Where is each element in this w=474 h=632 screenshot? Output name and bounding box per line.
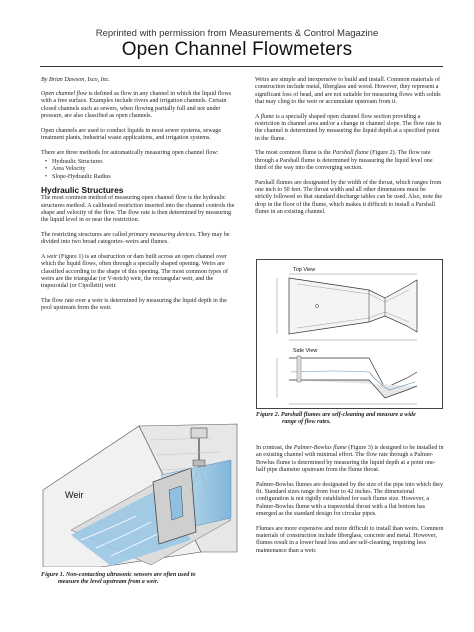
- title-divider: [40, 66, 443, 67]
- list-item: • Slope-Hydraulic Radius: [45, 174, 237, 181]
- side-view-label: Side View: [293, 348, 318, 354]
- reprint-notice: Reprinted with permission from Measurements & Control Magazine: [95, 28, 379, 39]
- paragraph-flume: A flume is a specially shaped open channel flow section providing a restriction in channel area and/or a change in channel slope. The flow rate in the channel is determined by measuring the liquid depth at a specified point in the flume.: [255, 113, 442, 142]
- paragraph-applications: Open channels are used to conduct liquids in most sewer systems, sewage treatment plants, industrial waste applications, and irrigation systems.: [41, 127, 222, 141]
- paragraph-hydraulic-structures: The most common method of measuring open channel flow is the hydraulic structures method. A calibrated restriction inserted into the channel controls the shape and velocity of the flow. The flow rate is then determined by measuring the liquid level in or near the restriction.: [41, 195, 235, 224]
- paragraph-primary-devices: The restricting structures are called primary measuring devices. They may be divided into two broad categories–weirs and flumes.: [41, 231, 230, 246]
- article-title: Open Channel Flowmeters: [121, 39, 353, 60]
- list-item: • Hydraulic Structures: [45, 159, 237, 166]
- section-heading: Hydraulic Structures: [41, 185, 124, 196]
- right-column: [255, 77, 443, 224]
- paragraph-palmer-bowlus-sizes: Palmer-Bowlus flumes are designated by the size of the pipe into which they fit. Standard sizes range from four to 42 inches. The dimensional configuration is not rigidly established for each flume size. However, a Palmer-Bowlus flume with a trapezoidal throat with a flat bottom has emerged as the standard design for circular pipes.: [256, 481, 444, 518]
- left-column: [41, 77, 237, 320]
- weir-drawing: [41, 420, 241, 567]
- paragraph-parshall-sizes: Parshall flumes are designated by the width of the throat, which ranges from one inch to 50 feet. The throat width and all other dimensions must be strictly followed so that standard discharge tables can be used. Also, note the drop in the floor of the flume, which makes it difficult to install a Parshall flume in an existing channel.: [255, 179, 443, 216]
- paragraph-parshall: The most common flume is the Parshall flume (Figure 2). The flow rate through a Parshall flume is determined by measuring the liquid level one third of the way into the converging section.: [255, 150, 433, 172]
- top-view-label: Top View: [293, 267, 316, 273]
- figure-1-weir-illustration: [41, 420, 241, 567]
- figure-2-parshall-flume: [256, 259, 443, 409]
- weir-label: Weir: [65, 490, 84, 500]
- paragraph-palmer-bowlus: In contrast, the Palmer-Bowlus flume (Figure 3) is designed to be installed in an existing channel with minimal effort. The flow rate through a Palmer-Bowlus flume is determined by measuring the liquid depth at a point one-half pipe diameter upstream from the flume throat.: [256, 445, 444, 474]
- paragraph-methods-intro: There are three methods for automatically measuring open channel flow:: [41, 149, 219, 156]
- parshall-flume-drawing: [257, 260, 444, 410]
- intro-paragraph: Open channel flow is defined as flow in any channel in which the liquid flows with a free surface. Examples include rivers and irrigation channels. Certain closed channels such as sewers, when flowing partially full and not under pressure, are also classified as open channels.: [41, 90, 232, 119]
- paragraph-weir: A weir (Figure 1) is an obstruction or dam built across an open channel over which the liquid flows, often through a specially shaped opening. Weirs are classified according to the shape of this opening. The most common types of weirs are the triangular (or V-notch) weir, the rectangular weir, and the trapezoidal (or Cipolletti) weir.: [41, 253, 228, 290]
- paragraph-flume-cost: Flumes are more expensive and more difficult to install than weirs. Common materials of construction include fiberglass, concrete and metal. However, flumes result in a lower head loss and are self-cleaning, requiring less maintenance than a weir.: [256, 525, 444, 554]
- list-item: • Area Velocity: [45, 166, 237, 173]
- paragraph-weir-flow-rate: The flow rate over a weir is determined by measuring the liquid depth in the pool upstream from the weir.: [41, 297, 227, 312]
- byline: By Brian Dawson, Isco, Inc.: [41, 77, 110, 83]
- figure-1-caption: Figure 1. Non-contacting ultrasonic sensors are often used to measure the level upstream from a weir.: [41, 572, 196, 586]
- right-column-lower: [256, 445, 444, 562]
- figure-2-caption: Figure 2. Parshall flumes are self-cleaning and measure a wide range of flow rates.: [256, 412, 416, 426]
- paragraph-weir-properties: Weirs are simple and inexpensive to build and install. Common materials of construction include metal, fiberglass and wood. However, they represent a significant loss of head, and are not suitable for measuring flows with solids that may cling to the weir or accumulate upstream from it.: [255, 77, 441, 106]
- methods-list: [45, 159, 237, 181]
- term-open-channel-flow: Open channel flow: [41, 90, 88, 97]
